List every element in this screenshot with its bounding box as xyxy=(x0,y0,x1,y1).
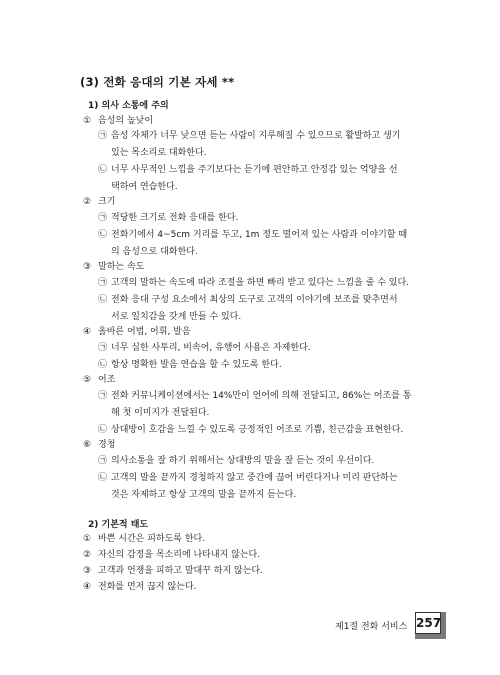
body-line: 있는 목소리로 대화한다. xyxy=(111,148,207,158)
body-line: 전화기에서 4~5cm 거리를 두고, 1m 정도 떨어져 있는 사람과 이야기할 때 xyxy=(111,230,408,240)
body-line: 자신의 감정을 목소리에 나타내지 않는다. xyxy=(98,550,261,560)
body-line: 전화를 먼저 끊지 않는다. xyxy=(98,582,197,592)
item-number: ① xyxy=(83,534,92,544)
item-number: ④ xyxy=(83,582,92,592)
item-heading: 경청 xyxy=(98,440,116,450)
item-heading: 말하는 속도 xyxy=(98,262,145,272)
sub-number: ㉡ xyxy=(98,473,108,483)
item-number: ② xyxy=(83,197,92,207)
body-line: 서로 일치감을 갖게 만들 수 있다. xyxy=(111,312,242,322)
body-line: 너무 사무적인 느낌을 주기보다는 듣기에 편안하고 안정감 있는 억양을 선 xyxy=(111,165,398,175)
sub-number: ㉠ xyxy=(98,391,108,401)
sub-number: ㉠ xyxy=(98,343,108,353)
page-tab-shadow-bottom xyxy=(415,634,446,639)
body-line: 전화 응대 구성 요소에서 최상의 도구로 고객의 이야기에 보조를 맞추면서 xyxy=(111,295,398,305)
subsection-title-1: 1) 의사 소통에 주의 xyxy=(88,101,169,111)
item-number: ② xyxy=(83,550,92,560)
body-line: 고객과 언쟁을 피하고 말대꾸 하지 않는다. xyxy=(98,566,263,576)
body-line: 항상 명확한 발음 연습을 할 수 있도록 한다. xyxy=(111,360,282,370)
body-line: 너무 심한 사투리, 비속어, 유행어 사용은 자제한다. xyxy=(111,343,311,353)
sub-number: ㉡ xyxy=(98,165,108,175)
body-line: 고객의 말을 끝까지 경청하지 않고 중간에 끊어 버린다거나 미리 판단하는 xyxy=(111,473,398,483)
sub-number: ㉠ xyxy=(98,131,108,141)
body-line: 것은 자제하고 항상 고객의 말을 끝까지 듣는다. xyxy=(111,490,297,500)
sub-number: ㉠ xyxy=(98,456,108,466)
item-number: ⑥ xyxy=(83,440,92,450)
body-line: 바쁜 시간은 피하도록 한다. xyxy=(98,534,206,544)
item-number: ④ xyxy=(83,327,92,337)
item-heading: 크기 xyxy=(98,197,116,207)
sub-number: ㉡ xyxy=(98,425,108,435)
body-line: 택하여 연습한다. xyxy=(111,182,178,192)
sub-number: ㉠ xyxy=(98,278,108,288)
item-heading: 음성의 높낮이 xyxy=(98,116,154,126)
sub-number: ㉠ xyxy=(98,213,108,223)
item-heading: 올바른 어법, 어휘, 발음 xyxy=(98,327,191,337)
item-number: ⑤ xyxy=(83,375,92,385)
body-line: 고객의 말하는 속도에 따라 조절을 하면 빠리 받고 있다는 느낌을 줄 수 있다. xyxy=(111,278,410,288)
sub-number: ㉡ xyxy=(98,230,108,240)
body-line: 의 음성으로 대화한다. xyxy=(111,247,198,257)
item-number: ③ xyxy=(83,566,92,576)
body-line: 의사소통을 잘 하기 위해서는 상대방의 말을 잘 듣는 것이 우선이다. xyxy=(111,456,375,466)
body-line: 적당한 크기로 전화 응대를 한다. xyxy=(111,213,239,223)
item-number: ③ xyxy=(83,262,92,272)
chapter-footer: 제1절 전화 서비스 xyxy=(335,622,408,632)
subsection-title-2: 2) 기본적 태도 xyxy=(88,520,149,530)
item-heading: 어조 xyxy=(98,375,116,385)
body-line: 전화 커뮤니케이션에서는 14%만이 언어에 의해 전달되고, 86%는 어조를 통 xyxy=(111,391,412,401)
section-title: (3) 전화 응대의 기본 자세 ** xyxy=(80,75,235,89)
body-line: 상대방이 호감을 느낄 수 있도록 긍정적인 어조로 기쁨, 친근감을 표현한다. xyxy=(111,425,404,435)
body-line: 음성 자체가 너무 낮으면 듣는 사람이 지루해질 수 있으므로 활발하고 생기 xyxy=(111,131,401,141)
page-number: 257 xyxy=(415,612,441,634)
item-number: ① xyxy=(83,116,92,126)
body-line: 해 첫 이미지가 전달된다. xyxy=(111,408,210,418)
sub-number: ㉡ xyxy=(98,360,108,370)
sub-number: ㉡ xyxy=(98,295,108,305)
